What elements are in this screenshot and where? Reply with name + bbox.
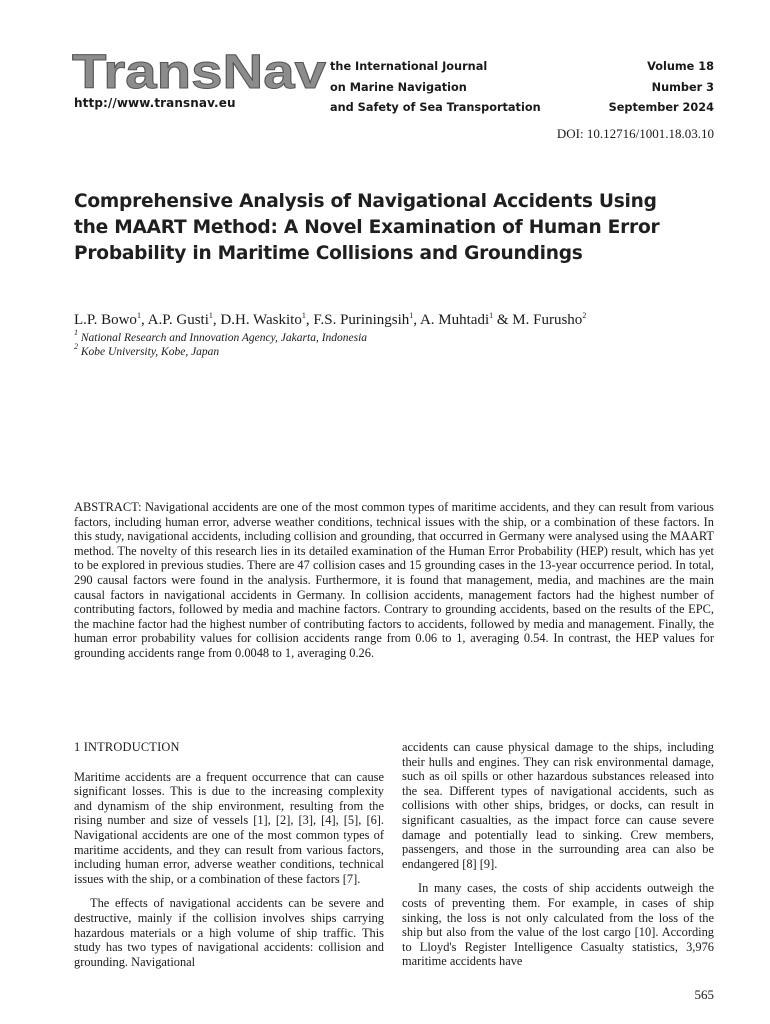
author-affiliation-mark: 1 xyxy=(409,311,414,320)
author-name: A. Muhtadi xyxy=(419,312,490,328)
author-affiliation-mark: 1 xyxy=(208,311,213,320)
page-number: 565 xyxy=(694,987,714,1002)
author-name: D.H. Waskito xyxy=(220,312,302,328)
author-name: L.P. Bowo xyxy=(74,312,137,328)
author-affiliation-mark: 1 xyxy=(301,311,306,320)
logo-wordmark: TransNav xyxy=(72,48,327,96)
journal-url[interactable]: http://www.transnav.eu xyxy=(74,96,236,110)
affiliation-2: $^2$ Kobe University, Kobe, Japan xyxy=(74,342,220,358)
abstract: ABSTRACT: Navigational accidents are one of the most common types of maritime accidents, and they can result from various factors, including human error, adverse weather conditions, technical issues with the ship, or a combination of these factors. In this study, navigational accidents, including collision and grounding, that occurred in Germany were analysed using the MAART method. The novelty of this research lies in its detailed examination of the Human Error Probability (HEP) result, which has yet to be explored in previous studies. There are 47 collision cases and 15 grounding cases in the 13-year occurrence period. In total, 290 causal factors were found in the analysis. Furthermore, it is found that management, media, and machines are the main causal factors in navigational accidents in Germany. In collision accidents, management factors had the highest number of contributing factors, followed by media and machine factors. Contrary to grounding accidents, based on the results of the EPC, the machine factor had the highest number of contributing factors to accidents, followed by media and management. Finally, the human error probability values for collision accidents range from 0.06 to 1, averaging 0.54. In contrast, the HEP values for grounding accidents range from 0.0048 to 1, averaging 0.26. xyxy=(74,500,714,660)
section-heading: 1 INTRODUCTION xyxy=(74,740,180,754)
issue-date: September 2024 xyxy=(608,101,714,114)
left-column xyxy=(74,740,384,969)
doi[interactable]: DOI: 10.12716/1001.18.03.10 xyxy=(556,126,714,141)
issue-info xyxy=(609,57,714,119)
paragraph: accidents can cause physical damage to the ships, including their hulls and engines. They can risk environmental damage, such as oil spills or other hazardous substances released into the sea. Different types of navigational accidents, such as collisions with other ships, bridges, or docks, can result in significant casualties, as the impact force can cause severe damage and potentially lead to sinking. Crew members, passengers, and those in the surrounding area can also be endangered [8] [9]. xyxy=(402,740,714,871)
volume: Volume 18 xyxy=(647,60,714,73)
author-affiliation-mark: 1 xyxy=(136,311,141,320)
author-affiliation-mark: 2 xyxy=(582,311,587,320)
author-list: L.P. Bowo$^1$, A.P. Gusti$^1$, D.H. Waskito$^1$, F.S. Puriningsih$^1$, A. Muhtadi$^1$ & M. Furusho$^2$ xyxy=(74,311,587,328)
transnav-logo xyxy=(72,48,330,96)
affiliation-1: $^1$ National Research and Innovation Agency, Jakarta, Indonesia xyxy=(74,328,368,344)
right-column xyxy=(402,740,714,969)
paragraph: In many cases, the costs of ship accidents outweigh the costs of preventing them. For example, in cases of ship sinking, the loss is not only calculated from the loss of the ship but also from the value of the lost cargo [10]. According to Lloyd's Register Intelligence Casualty statistics, 3,976 maritime accidents have xyxy=(402,881,714,969)
journal-line: and Safety of Sea Transportation xyxy=(330,101,541,114)
issue-number: Number 3 xyxy=(651,80,714,94)
paper-title: Comprehensive Analysis of Navigational Accidents Using the MAART Method: A Novel Examination of Human Error Probability in Maritime Collisions and Groundings xyxy=(74,191,660,265)
journal-line: on Marine Navigation xyxy=(330,80,467,94)
author-affiliation-mark: 1 xyxy=(489,311,494,320)
paragraph: Maritime accidents are a frequent occurrence that can cause significant losses. This is due to the increasing complexity and dynamism of the ship environment, resulting from the rising number and size of vessels [1], [2], [3], [4], [5], [6]. Navigational accidents are one of the most common types of maritime accidents, and they can result from various factors, including human error, adverse weather conditions, technical issues with the ship, or a combination of these factors [7]. xyxy=(74,769,384,886)
journal-name xyxy=(330,57,541,119)
author-name: M. Furusho xyxy=(512,312,583,328)
author-name: F.S. Puriningsih xyxy=(313,312,410,328)
author-name: A.P. Gusti xyxy=(147,312,209,328)
journal-line: the International Journal xyxy=(330,60,488,73)
paragraph: The effects of navigational accidents can be severe and destructive, mainly if the collision involves ships carrying hazardous materials or a high volume of ship traffic. This study has two types of navigational accidents: collision and grounding. Navigational xyxy=(74,896,384,969)
